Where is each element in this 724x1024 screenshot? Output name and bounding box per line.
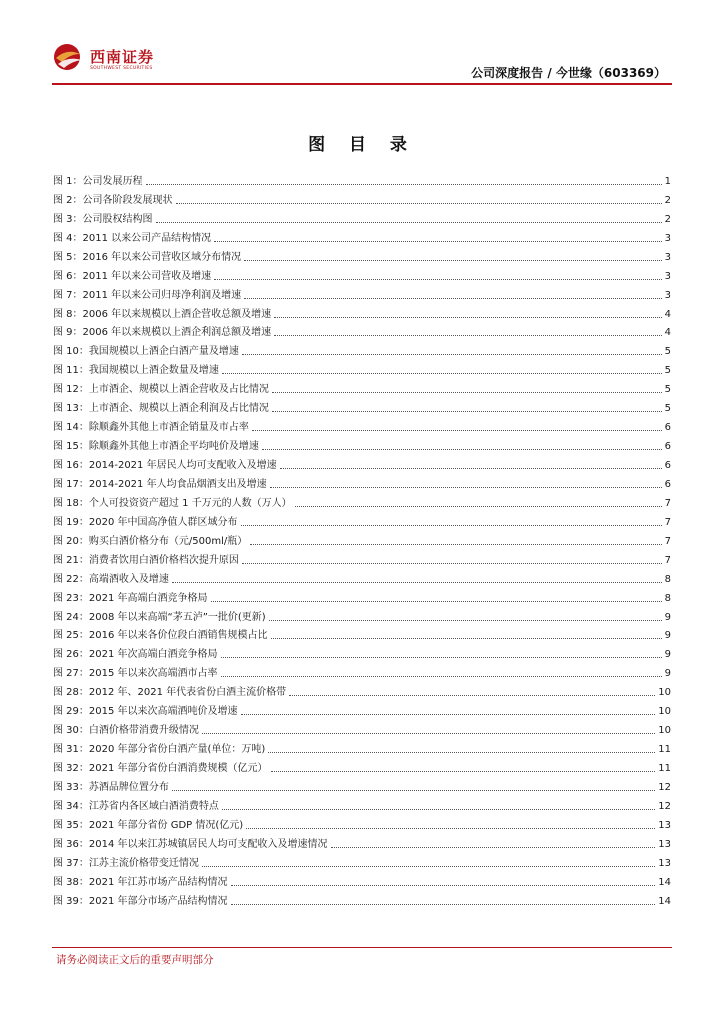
toc-dot-leader bbox=[222, 372, 662, 374]
toc-dot-leader bbox=[214, 240, 661, 242]
toc-entry-page-number[interactable]: 9 bbox=[664, 649, 671, 661]
toc-entry-page-number[interactable]: 14 bbox=[658, 895, 671, 907]
report-type: 公司深度报告 / 今世缘（603369） bbox=[471, 66, 666, 80]
toc-dot-leader bbox=[262, 448, 662, 450]
footer-disclaimer: 请务必阅读正文后的重要声明部分 bbox=[56, 954, 214, 966]
toc-dot-leader bbox=[242, 353, 662, 355]
toc-entry-label[interactable]: 图 4：2011 以来公司产品结构情况 bbox=[53, 232, 212, 244]
toc-entry-page-number[interactable]: 14 bbox=[658, 876, 671, 888]
toc-entry-page-number[interactable]: 7 bbox=[664, 535, 671, 547]
toc-entry-label[interactable]: 图 28：2012 年、2021 年代表省份白酒主流价格带 bbox=[53, 687, 287, 699]
toc-dot-leader bbox=[156, 221, 662, 223]
toc-entry-page-number[interactable]: 10 bbox=[658, 706, 671, 718]
toc-dot-leader bbox=[214, 278, 661, 280]
toc-entry-page-number[interactable]: 5 bbox=[664, 365, 671, 377]
toc-dot-leader bbox=[271, 770, 656, 772]
brand-name: 西南证券 bbox=[90, 48, 155, 66]
toc-entry-label[interactable]: 图 23：2021 年高端白酒竞争格局 bbox=[53, 592, 208, 604]
page-header bbox=[0, 0, 724, 84]
toc-entry[interactable] bbox=[53, 169, 671, 188]
toc-entry-page-number[interactable]: 9 bbox=[664, 668, 671, 680]
toc-entry-label[interactable]: 图 36：2014 年以来江苏城镇居民人均可支配收入及增速情况 bbox=[53, 838, 328, 850]
toc-entry-page-number[interactable]: 2 bbox=[664, 194, 671, 206]
toc-dot-leader bbox=[241, 524, 662, 526]
toc-entry-page-number[interactable]: 9 bbox=[664, 611, 671, 623]
toc-dot-leader bbox=[268, 751, 655, 753]
toc-dot-leader bbox=[202, 865, 655, 867]
toc-entry-page-number[interactable]: 8 bbox=[664, 573, 671, 585]
toc-dot-leader bbox=[172, 789, 655, 791]
toc-entry[interactable] bbox=[53, 680, 671, 699]
toc-entry[interactable] bbox=[53, 605, 671, 624]
toc-entry-label[interactable]: 图 25：2016 年以来各价位段白酒销售规模占比 bbox=[53, 630, 268, 642]
toc-entry[interactable] bbox=[53, 642, 671, 661]
toc-entry-label[interactable]: 图 24：2008 年以来高端“茅五泸”一批价(更新) bbox=[53, 611, 266, 623]
toc-entry-page-number[interactable]: 5 bbox=[664, 346, 671, 358]
toc-entry-page-number[interactable]: 6 bbox=[664, 441, 671, 453]
toc-entry-page-number[interactable]: 4 bbox=[664, 327, 671, 339]
toc-entry[interactable] bbox=[53, 813, 671, 832]
toc-entry-label[interactable]: 图 29：2015 年以来次高端酒吨价及增速 bbox=[53, 706, 238, 718]
toc-entry[interactable] bbox=[53, 358, 671, 377]
toc-entry-page-number[interactable]: 9 bbox=[664, 630, 671, 642]
toc-entry-page-number[interactable]: 13 bbox=[658, 838, 671, 850]
toc-entry-label[interactable]: 图 26：2021 年次高端白酒竞争格局 bbox=[53, 649, 218, 661]
toc-entry-label[interactable]: 图 17：2014-2021 年人均食品烟酒支出及增速 bbox=[53, 478, 267, 490]
toc-entry-label[interactable]: 图 34：江苏省内各区域白酒消费特点 bbox=[53, 800, 219, 812]
toc-entry-label[interactable]: 图 1：公司发展历程 bbox=[53, 175, 143, 187]
toc-entry-label[interactable]: 图 20：购买白酒价格分布（元/500ml/瓶） bbox=[53, 535, 248, 547]
toc-dot-leader bbox=[270, 486, 662, 488]
toc-entry-page-number[interactable]: 3 bbox=[664, 270, 671, 282]
toc-entry-label[interactable]: 图 11：我国规模以上酒企数量及增速 bbox=[53, 365, 219, 377]
toc-entry[interactable] bbox=[53, 889, 671, 908]
toc-entry[interactable] bbox=[53, 510, 671, 529]
toc-dot-leader bbox=[252, 429, 662, 431]
toc-entry-page-number[interactable]: 10 bbox=[658, 725, 671, 737]
toc-entry[interactable] bbox=[53, 207, 671, 226]
toc-dot-leader bbox=[146, 183, 662, 185]
toc-entry[interactable] bbox=[53, 453, 671, 472]
figure-table-of-contents bbox=[53, 169, 671, 908]
toc-entry[interactable] bbox=[53, 339, 671, 358]
toc-entry-label[interactable]: 图 22：高端酒收入及增速 bbox=[53, 573, 169, 585]
toc-entry[interactable] bbox=[53, 737, 671, 756]
southwest-securities-logo-icon bbox=[52, 42, 86, 72]
toc-entry-label[interactable]: 图 16：2014-2021 年居民人均可支配收入及增速 bbox=[53, 460, 277, 471]
toc-dot-leader bbox=[280, 467, 662, 469]
toc-dot-leader bbox=[176, 202, 662, 204]
toc-entry[interactable] bbox=[53, 851, 671, 870]
toc-entry-page-number[interactable]: 7 bbox=[664, 516, 671, 528]
toc-entry-label[interactable]: 图 27：2015 年以来次高端酒市占率 bbox=[53, 668, 218, 680]
toc-entry[interactable] bbox=[53, 548, 671, 567]
toc-entry[interactable] bbox=[53, 415, 671, 434]
toc-entry[interactable] bbox=[53, 434, 671, 453]
toc-entry-page-number[interactable]: 5 bbox=[664, 403, 671, 415]
toc-entry-label[interactable]: 图 32：2021 年部分省份白酒消费规模（亿元） bbox=[53, 763, 268, 774]
toc-dot-leader bbox=[231, 884, 656, 886]
toc-entry-page-number[interactable]: 2 bbox=[664, 213, 671, 225]
toc-entry[interactable] bbox=[53, 567, 671, 586]
toc-entry[interactable] bbox=[53, 396, 671, 415]
toc-dot-leader bbox=[244, 259, 661, 261]
toc-entry-page-number[interactable]: 6 bbox=[664, 422, 671, 434]
toc-dot-leader bbox=[274, 316, 661, 318]
toc-entry-page-number[interactable]: 6 bbox=[664, 478, 671, 490]
toc-dot-leader bbox=[242, 562, 662, 564]
toc-dot-leader bbox=[211, 600, 662, 602]
toc-entry-label[interactable]: 图 19：2020 年中国高净值人群区域分布 bbox=[53, 516, 238, 528]
toc-entry-label[interactable]: 图 5：2016 年以来公司营收区域分布情况 bbox=[53, 251, 242, 263]
toc-dot-leader bbox=[269, 619, 662, 621]
toc-entry[interactable] bbox=[53, 245, 671, 264]
toc-dot-leader bbox=[272, 391, 662, 393]
toc-entry-page-number[interactable]: 3 bbox=[664, 251, 671, 263]
page-title: 图 目 录 bbox=[308, 135, 416, 155]
header-divider bbox=[52, 83, 672, 85]
toc-dot-leader bbox=[246, 827, 655, 829]
toc-dot-leader bbox=[221, 675, 662, 677]
toc-entry-label[interactable]: 图 6：2011 年以来公司营收及增速 bbox=[53, 270, 212, 282]
toc-dot-leader bbox=[241, 713, 656, 715]
toc-entry-label[interactable]: 图 30：白酒价格带消费升级情况 bbox=[53, 725, 199, 737]
toc-entry-label[interactable]: 图 38：2021 年江苏市场产品结构情况 bbox=[53, 876, 228, 888]
toc-entry-label[interactable]: 图 39：2021 年部分市场产品结构情况 bbox=[53, 895, 228, 907]
toc-entry[interactable] bbox=[53, 699, 671, 718]
toc-entry-label[interactable]: 图 10：我国规模以上酒企白酒产量及增速 bbox=[53, 346, 239, 358]
toc-dot-leader bbox=[222, 808, 655, 810]
toc-entry[interactable] bbox=[53, 321, 671, 340]
toc-entry[interactable] bbox=[53, 775, 671, 794]
toc-entry-label[interactable]: 图 35：2021 年部分省份 GDP 情况(亿元) bbox=[53, 819, 244, 831]
toc-entry-label[interactable]: 图 13：上市酒企、规模以上酒企利润及占比情况 bbox=[53, 403, 269, 415]
toc-entry[interactable] bbox=[53, 302, 671, 321]
brand-name-english: SOUTHWEST SECURITIES bbox=[90, 66, 153, 71]
toc-entry-label[interactable]: 图 2：公司各阶段发展现状 bbox=[53, 194, 173, 206]
toc-dot-leader bbox=[250, 543, 661, 545]
toc-entry-page-number[interactable]: 11 bbox=[658, 763, 671, 774]
toc-entry[interactable] bbox=[53, 472, 671, 491]
toc-entry-page-number[interactable]: 13 bbox=[658, 857, 671, 869]
toc-entry[interactable] bbox=[53, 586, 671, 605]
toc-entry-page-number[interactable]: 10 bbox=[658, 687, 671, 699]
toc-dot-leader bbox=[221, 656, 662, 658]
toc-entry-label[interactable]: 图 14：除顺鑫外其他上市酒企销量及市占率 bbox=[53, 422, 249, 434]
toc-entry[interactable] bbox=[53, 756, 671, 775]
toc-entry-label[interactable]: 图 18：个人可投资资产超过 1 千万元的人数（万人） bbox=[53, 497, 292, 509]
toc-entry-page-number[interactable]: 1 bbox=[664, 175, 671, 187]
toc-entry[interactable] bbox=[53, 529, 671, 548]
toc-entry-page-number[interactable]: 13 bbox=[658, 819, 671, 831]
toc-entry-label[interactable]: 图 12：上市酒企、规模以上酒企营收及占比情况 bbox=[53, 384, 269, 396]
footer-divider bbox=[52, 947, 672, 948]
toc-dot-leader bbox=[274, 334, 661, 336]
toc-entry[interactable] bbox=[53, 264, 671, 283]
toc-entry-page-number[interactable]: 3 bbox=[664, 232, 671, 244]
toc-entry[interactable] bbox=[53, 188, 671, 207]
toc-entry-label[interactable]: 图 15：除顺鑫外其他上市酒企平均吨价及增速 bbox=[53, 441, 259, 453]
toc-entry-label[interactable]: 图 33：苏酒品牌位置分布 bbox=[53, 781, 169, 793]
toc-entry[interactable] bbox=[53, 832, 671, 851]
toc-dot-leader bbox=[272, 410, 662, 412]
toc-entry[interactable] bbox=[53, 377, 671, 396]
toc-entry-label[interactable]: 图 8：2006 年以来规模以上酒企营收总额及增速 bbox=[53, 308, 272, 320]
toc-entry[interactable] bbox=[53, 870, 671, 889]
toc-dot-leader bbox=[295, 505, 662, 507]
toc-entry[interactable] bbox=[53, 283, 671, 302]
toc-entry[interactable] bbox=[53, 491, 671, 510]
toc-entry-page-number[interactable]: 7 bbox=[664, 554, 671, 566]
toc-dot-leader bbox=[172, 581, 662, 583]
toc-entry-label[interactable]: 图 3：公司股权结构图 bbox=[53, 213, 153, 225]
toc-dot-leader bbox=[331, 846, 656, 848]
toc-entry-page-number[interactable]: 8 bbox=[664, 592, 671, 604]
toc-entry-page-number[interactable]: 11 bbox=[658, 744, 671, 756]
toc-entry-page-number[interactable]: 6 bbox=[664, 460, 671, 471]
toc-dot-leader bbox=[271, 637, 662, 639]
toc-dot-leader bbox=[244, 297, 661, 299]
toc-entry-page-number[interactable]: 5 bbox=[664, 384, 671, 396]
toc-dot-leader bbox=[202, 732, 655, 734]
toc-entry-page-number[interactable]: 12 bbox=[658, 800, 671, 812]
toc-entry[interactable] bbox=[53, 226, 671, 245]
toc-entry-page-number[interactable]: 7 bbox=[664, 497, 671, 509]
toc-entry-page-number[interactable]: 4 bbox=[664, 308, 671, 320]
toc-entry-page-number[interactable]: 12 bbox=[658, 781, 671, 793]
toc-entry-label[interactable]: 图 31：2020 年部分省份白酒产量(单位：万吨) bbox=[53, 744, 266, 756]
toc-entry[interactable] bbox=[53, 624, 671, 643]
toc-entry-page-number[interactable]: 3 bbox=[664, 289, 671, 301]
toc-entry[interactable] bbox=[53, 718, 671, 737]
toc-entry-label[interactable]: 图 37：江苏主流价格带变迁情况 bbox=[53, 857, 199, 869]
toc-dot-leader bbox=[289, 694, 655, 696]
toc-dot-leader bbox=[231, 903, 656, 905]
toc-entry-label[interactable]: 图 7：2011 年以来公司归母净利润及增速 bbox=[53, 289, 242, 301]
toc-entry[interactable] bbox=[53, 794, 671, 813]
toc-entry[interactable] bbox=[53, 661, 671, 680]
toc-entry-label[interactable]: 图 21：消费者饮用白酒价格档次提升原因 bbox=[53, 554, 239, 566]
toc-entry-label[interactable]: 图 9：2006 年以来规模以上酒企利润总额及增速 bbox=[53, 327, 272, 339]
